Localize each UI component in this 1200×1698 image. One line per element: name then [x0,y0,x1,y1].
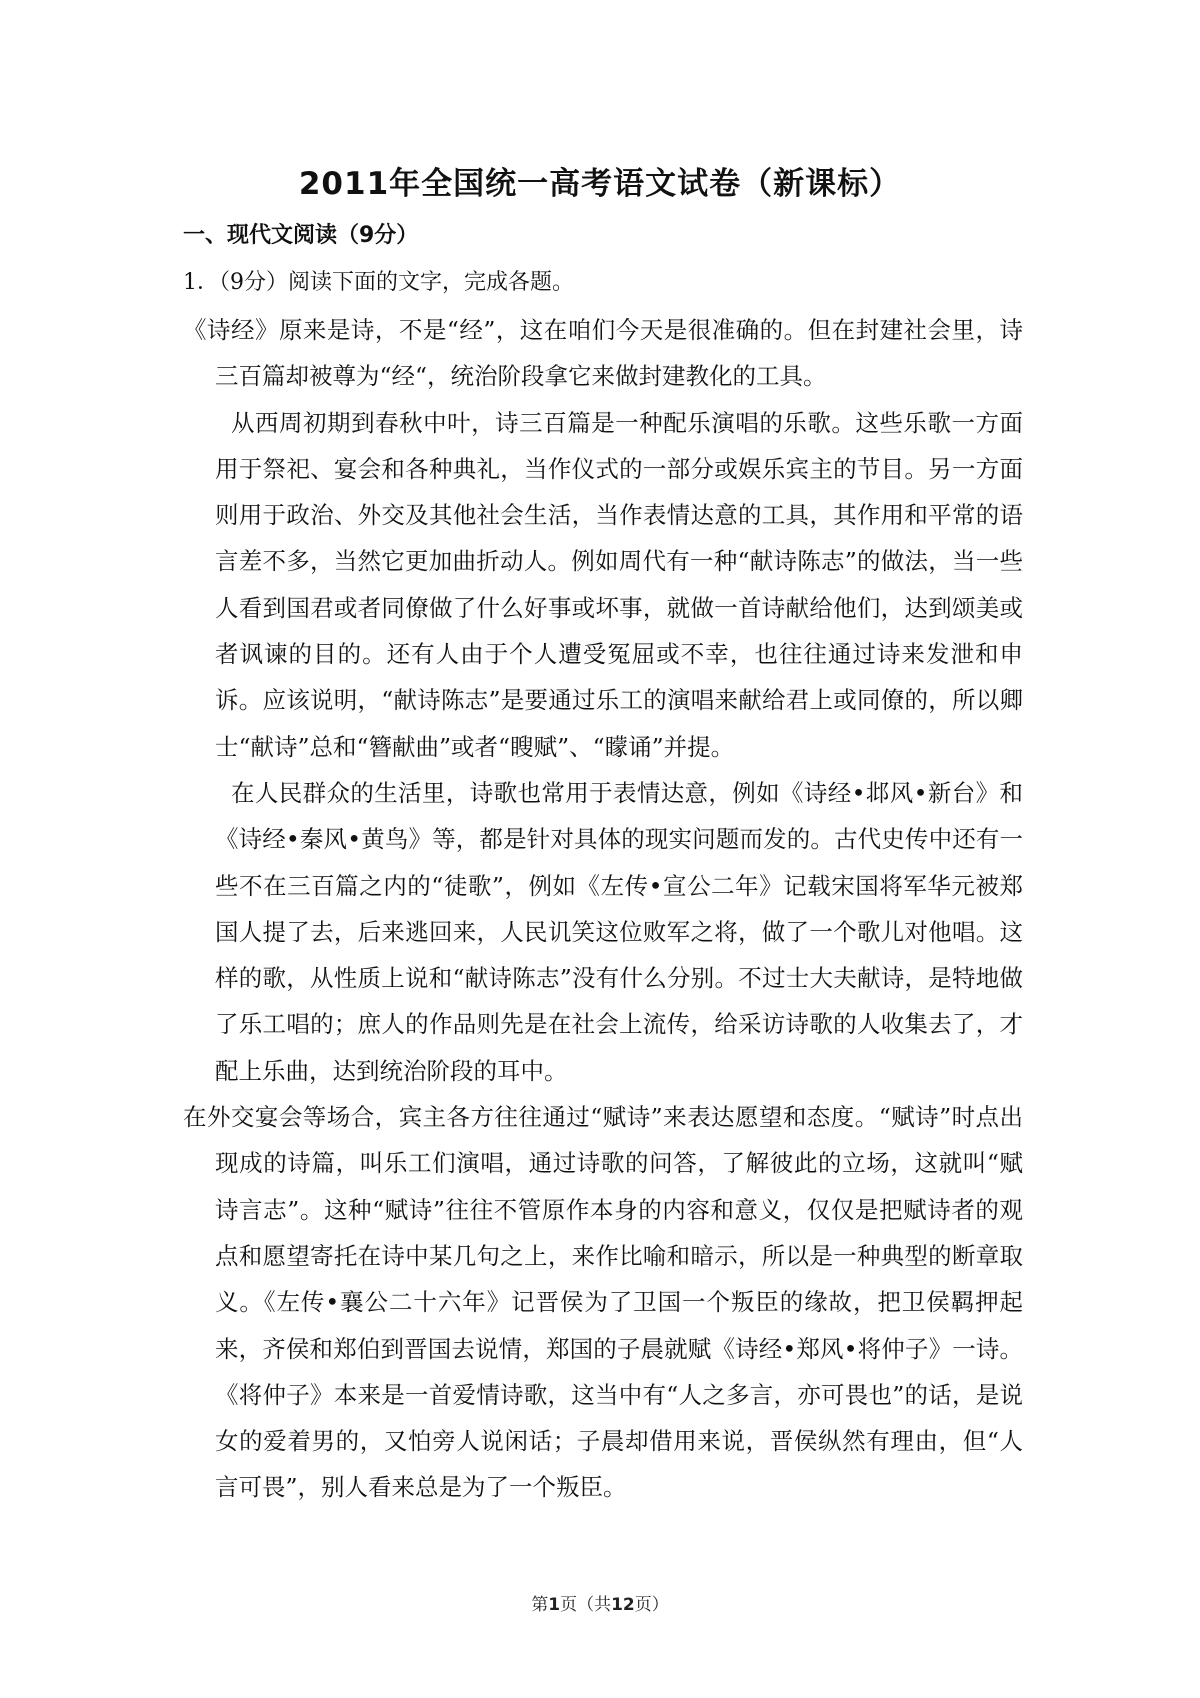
question-intro: 1．（9分）阅读下面的文字，完成各题。 [183,270,574,295]
passage-paragraph-2: 从西周初期到春秋中叶，诗三百篇是一种配乐演唱的乐歌。这些乐歌一方面用于祭祀、宴会和各种典礼，当作仪式的一部分或娱乐宾主的节目。另一方面则用于政治、外交及其他社会生活，当作表情达意的工具，其作用和平常的语言差不多，当然它更加曲折动人。例如周代有一种“献诗陈志”的做法，当一些人看到国君或者同僚做了什么好事或坏事，就做一首诗献给他们，达到颂美或者讽谏的目的。还有人由于个人遭受冤屈或不幸，也往往通过诗来发泄和申诉。应该说明，“献诗陈志”是要通过乐工的演唱来献给君上或同僚的，所以卿士“献诗”总和“簪献曲”或者“瞍赋”、“矇诵”并提。 [215,408,1023,761]
reading-passage [183,307,1023,1511]
section-heading: 一、现代文阅读（9分） [183,223,419,248]
page-footer [0,1590,1200,1615]
passage-paragraph-1: 《诗经》原来是诗，不是“经”，这在咱们今天是很准确的。但在封建社会里，诗三百篇却被尊为“经“，统治阶段拿它来做封建教化的工具。 [183,316,1023,391]
footer-page-number: 1 [548,1595,561,1615]
footer-prefix: 第 [531,1595,549,1615]
footer-total-pages: 12 [611,1595,635,1615]
footer-middle: 页（共 [560,1595,612,1615]
passage-paragraph-4: 在外交宴会等场合，宾主各方往往通过“赋诗”来表达愿望和态度。“赋诗”时点出现成的诗篇，叫乐工们演唱，通过诗歌的问答，了解彼此的立场，这就叫“赋诗言志”。这种“赋诗”往往不管原作本身的内容和意义，仅仅是把赋诗者的观点和愿望寄托在诗中某几句之上，来作比喻和暗示，所以是一种典型的断章取义。《左传•襄公二十六年》记晋侯为了卫国一个叛臣的缘故，把卫侯羁押起来，齐侯和郑伯到晋国去说情，郑国的子晨就赋《诗经•郑风•将仲子》一诗。《将仲子》本来是一首爱情诗歌，这当中有“人之多言，亦可畏也”的话，是说女的爱着男的，又怕旁人说闲话；子晨却借用来说，晋侯纵然有理由，但“人言可畏”，别人看来总是为了一个叛臣。 [183,1103,1023,1502]
passage-paragraph-3: 在人民群众的生活里，诗歌也常用于表情达意，例如《诗经•邶风•新台》和《诗经•秦风•黄鸟》等，都是针对具体的现实问题而发的。古代史传中还有一些不在三百篇之内的“徒歌”，例如《左传•宣公二年》记载宋国将军华元被郑国人提了去，后来逃回来，人民讥笑这位败军之将，做了一个歌儿对他唱。这样的歌，从性质上说和“献诗陈志”没有什么分别。不过士大夫献诗，是特地做了乐工唱的；庶人的作品则先是在社会上流传，给采访诗歌的人收集去了，才配上乐曲，达到统治阶段的耳中。 [215,778,1023,1085]
footer-suffix: 页） [634,1595,669,1615]
exam-title: 2011年全国统一高考语文试卷（新课标） [298,166,902,202]
